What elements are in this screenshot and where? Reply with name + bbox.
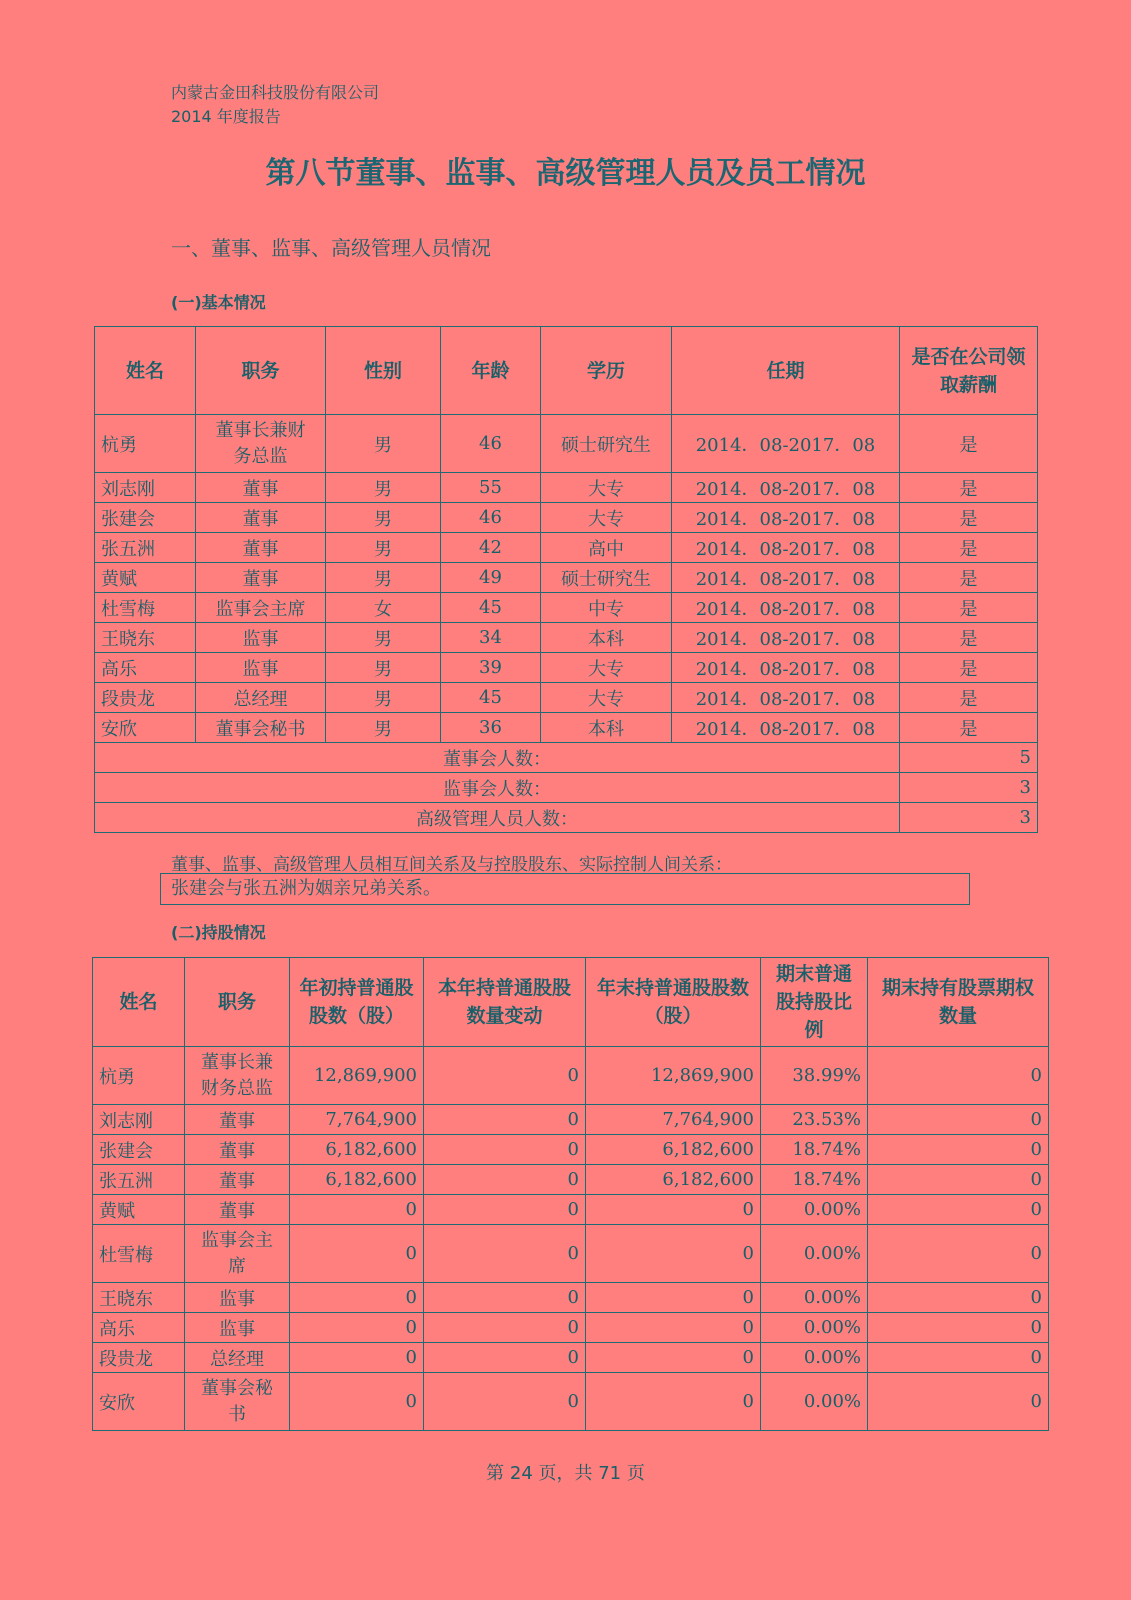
table-cell: 高乐 (93, 1313, 185, 1343)
relation-label: 董事、监事、高级管理人员相互间关系及与控股股东、实际控制人间关系： (171, 855, 732, 875)
table-row (93, 1195, 1049, 1225)
table-row (93, 1343, 1049, 1373)
table-cell: 男 (326, 503, 441, 533)
table-cell: 0 (424, 1135, 586, 1165)
table-cell: 大专 (541, 503, 672, 533)
table-cell: 男 (326, 713, 441, 743)
table-cell: 0 (424, 1313, 586, 1343)
table-cell: 刘志刚 (95, 473, 196, 503)
shareholding-table (92, 957, 1049, 1431)
table-cell: 2014．08-2017．08 (672, 533, 900, 563)
table-cell: 董事 (196, 503, 326, 533)
table-cell: 2014．08-2017．08 (672, 653, 900, 683)
table-cell: 0 (868, 1105, 1049, 1135)
table-cell: 监事 (196, 623, 326, 653)
table-cell: 本科 (541, 713, 672, 743)
table-cell: 男 (326, 683, 441, 713)
table-cell: 49 (441, 563, 541, 593)
table-cell: 是 (900, 415, 1038, 473)
table-cell: 大专 (541, 473, 672, 503)
table-cell: 男 (326, 473, 441, 503)
table-row (93, 1105, 1049, 1135)
table-cell: 女 (326, 593, 441, 623)
table-cell: 董事 (196, 473, 326, 503)
table-cell: 0 (586, 1283, 761, 1313)
table-cell: 杭勇 (95, 415, 196, 473)
table-cell: 3 (900, 803, 1038, 833)
table-cell: 是 (900, 683, 1038, 713)
table-cell: 2014．08-2017．08 (672, 683, 900, 713)
table-cell: 是 (900, 503, 1038, 533)
table-cell: 0 (586, 1195, 761, 1225)
table-cell: 7,764,900 (290, 1105, 424, 1135)
table-cell: 2014．08-2017．08 (672, 623, 900, 653)
table-cell: 黄赋 (95, 563, 196, 593)
table-cell: 董事 (185, 1195, 290, 1225)
header-cell: 姓名 (95, 327, 196, 415)
table-cell: 监事会人数： (95, 773, 900, 803)
table-cell: 0 (424, 1047, 586, 1105)
table-cell: 6,182,600 (586, 1135, 761, 1165)
summary-row (95, 803, 1038, 833)
table-row (95, 683, 1038, 713)
table-cell: 46 (441, 503, 541, 533)
table-cell: 0 (424, 1165, 586, 1195)
table-cell: 总经理 (185, 1343, 290, 1373)
table-cell: 是 (900, 653, 1038, 683)
table-cell: 36 (441, 713, 541, 743)
table-cell: 0.00% (761, 1373, 868, 1431)
table-row (95, 473, 1038, 503)
table-cell: 董事长兼财务总监 (196, 415, 326, 473)
page-footer: 第 24 页，共 71 页 (486, 1463, 645, 1484)
table-cell: 0 (290, 1283, 424, 1313)
table-cell: 0.00% (761, 1195, 868, 1225)
table-cell: 0 (868, 1195, 1049, 1225)
table-cell: 监事 (196, 653, 326, 683)
table-row (95, 415, 1038, 473)
table-cell: 0 (424, 1373, 586, 1431)
table-cell: 0 (424, 1283, 586, 1313)
table-cell: 男 (326, 533, 441, 563)
table-cell: 中专 (541, 593, 672, 623)
table-row (93, 1373, 1049, 1431)
table-cell: 监事 (185, 1283, 290, 1313)
table-cell: 0 (868, 1165, 1049, 1195)
section-heading: 一、董事、监事、高级管理人员情况 (171, 236, 491, 260)
company-name: 内蒙古金田科技股份有限公司 (171, 83, 380, 102)
table-cell: 0 (586, 1313, 761, 1343)
table-cell: 张五洲 (93, 1165, 185, 1195)
table-cell: 0 (290, 1373, 424, 1431)
table-cell: 杭勇 (93, 1047, 185, 1105)
table-cell: 0 (290, 1343, 424, 1373)
page-title: 第八节董事、监事、高级管理人员及员工情况 (265, 156, 866, 191)
table-cell: 45 (441, 683, 541, 713)
table-row (93, 1047, 1049, 1105)
header-cell: 姓名 (93, 958, 185, 1047)
table-cell: 6,182,600 (586, 1165, 761, 1195)
table-cell: 0 (424, 1343, 586, 1373)
table-cell: 0 (290, 1225, 424, 1283)
table-cell: 46 (441, 415, 541, 473)
header-cell: 期末普通股持股比例 (761, 958, 868, 1047)
table-cell: 黄赋 (93, 1195, 185, 1225)
table-cell: 刘志刚 (93, 1105, 185, 1135)
table-cell: 董事长兼财务总监 (185, 1047, 290, 1105)
table-row (93, 1283, 1049, 1313)
table-cell: 0 (290, 1195, 424, 1225)
table-cell: 监事会主席 (185, 1225, 290, 1283)
table-cell: 18.74% (761, 1135, 868, 1165)
table-cell: 0 (586, 1373, 761, 1431)
table-cell: 男 (326, 415, 441, 473)
table-cell: 55 (441, 473, 541, 503)
table-cell: 是 (900, 563, 1038, 593)
table-cell: 杜雪梅 (93, 1225, 185, 1283)
table-row (93, 1225, 1049, 1283)
table-cell: 董事会秘书 (185, 1373, 290, 1431)
table-cell: 0 (424, 1225, 586, 1283)
table-cell: 王晓东 (93, 1283, 185, 1313)
table-cell: 0 (868, 1373, 1049, 1431)
table-cell: 0.00% (761, 1313, 868, 1343)
table-cell: 0.00% (761, 1343, 868, 1373)
table-cell: 0 (868, 1283, 1049, 1313)
table-cell: 监事 (185, 1313, 290, 1343)
table-cell: 董事会人数： (95, 743, 900, 773)
table-row (95, 653, 1038, 683)
table-cell: 高中 (541, 533, 672, 563)
header-cell: 本年持普通股股数量变动 (424, 958, 586, 1047)
header-cell: 是否在公司领取薪酬 (900, 327, 1038, 415)
table-header-row (93, 958, 1049, 1047)
table-cell: 12,869,900 (586, 1047, 761, 1105)
table-cell: 大专 (541, 653, 672, 683)
table-cell: 安欣 (95, 713, 196, 743)
table-cell: 董事 (185, 1105, 290, 1135)
table-cell: 0 (586, 1225, 761, 1283)
basic-info-table (94, 326, 1038, 833)
table-cell: 董事会秘书 (196, 713, 326, 743)
subsection-shareholding: (二)持股情况 (171, 923, 266, 942)
table-cell: 高级管理人员人数： (95, 803, 900, 833)
table-cell: 董事 (185, 1165, 290, 1195)
table-cell: 2014．08-2017．08 (672, 473, 900, 503)
table-cell: 硕士研究生 (541, 415, 672, 473)
relation-text: 张建会与张五洲为姻亲兄弟关系。 (160, 873, 970, 905)
table-cell: 男 (326, 563, 441, 593)
table-cell: 0.00% (761, 1225, 868, 1283)
table-cell: 3 (900, 773, 1038, 803)
table-cell: 2014．08-2017．08 (672, 415, 900, 473)
table-cell: 是 (900, 473, 1038, 503)
table-cell: 段贵龙 (93, 1343, 185, 1373)
header-cell: 年初持普通股股数（股） (290, 958, 424, 1047)
table-cell: 12,869,900 (290, 1047, 424, 1105)
table-cell: 6,182,600 (290, 1165, 424, 1195)
table-cell: 2014．08-2017．08 (672, 503, 900, 533)
table-cell: 0 (868, 1135, 1049, 1165)
header-cell: 学历 (541, 327, 672, 415)
summary-row (95, 743, 1038, 773)
table-row (93, 1135, 1049, 1165)
table-cell: 34 (441, 623, 541, 653)
table-cell: 18.74% (761, 1165, 868, 1195)
table-cell: 38.99% (761, 1047, 868, 1105)
table-cell: 本科 (541, 623, 672, 653)
table-cell: 是 (900, 623, 1038, 653)
table-cell: 0 (868, 1047, 1049, 1105)
header-cell: 任期 (672, 327, 900, 415)
table-cell: 男 (326, 623, 441, 653)
table-cell: 张五洲 (95, 533, 196, 563)
table-cell: 硕士研究生 (541, 563, 672, 593)
table-cell: 监事会主席 (196, 593, 326, 623)
table-cell: 2014．08-2017．08 (672, 563, 900, 593)
table-cell: 0 (868, 1225, 1049, 1283)
table-cell: 0 (868, 1313, 1049, 1343)
table-row (95, 533, 1038, 563)
table-cell: 0 (868, 1343, 1049, 1373)
table-cell: 杜雪梅 (95, 593, 196, 623)
table-cell: 6,182,600 (290, 1135, 424, 1165)
table-cell: 总经理 (196, 683, 326, 713)
table-cell: 是 (900, 713, 1038, 743)
table-cell: 是 (900, 533, 1038, 563)
table-cell: 王晓东 (95, 623, 196, 653)
table-cell: 0 (290, 1313, 424, 1343)
subsection-basic-info: (一)基本情况 (171, 293, 266, 312)
table-cell: 42 (441, 533, 541, 563)
table-row (93, 1165, 1049, 1195)
table-cell: 0 (586, 1343, 761, 1373)
table-row (95, 563, 1038, 593)
table-cell: 2014．08-2017．08 (672, 713, 900, 743)
table-cell: 高乐 (95, 653, 196, 683)
table-cell: 0 (424, 1105, 586, 1135)
table-cell: 安欣 (93, 1373, 185, 1431)
summary-row (95, 773, 1038, 803)
table-cell: 张建会 (93, 1135, 185, 1165)
table-cell: 2014．08-2017．08 (672, 593, 900, 623)
table-row (95, 593, 1038, 623)
table-cell: 23.53% (761, 1105, 868, 1135)
table-cell: 5 (900, 743, 1038, 773)
header-cell: 年龄 (441, 327, 541, 415)
table-cell: 0 (424, 1195, 586, 1225)
header-cell: 期末持有股票期权数量 (868, 958, 1049, 1047)
header-cell: 性别 (326, 327, 441, 415)
table-cell: 39 (441, 653, 541, 683)
table-cell: 张建会 (95, 503, 196, 533)
header-cell: 职务 (196, 327, 326, 415)
report-name: 2014 年度报告 (171, 107, 281, 126)
table-cell: 董事 (196, 533, 326, 563)
table-cell: 段贵龙 (95, 683, 196, 713)
header-cell: 职务 (185, 958, 290, 1047)
header-cell: 年末持普通股股数（股） (586, 958, 761, 1047)
table-cell: 董事 (196, 563, 326, 593)
table-cell: 大专 (541, 683, 672, 713)
table-cell: 董事 (185, 1135, 290, 1165)
table-row (93, 1313, 1049, 1343)
table-row (95, 623, 1038, 653)
table-cell: 男 (326, 653, 441, 683)
table-header-row (95, 327, 1038, 415)
table-row (95, 713, 1038, 743)
table-cell: 是 (900, 593, 1038, 623)
table-cell: 0.00% (761, 1283, 868, 1313)
table-cell: 7,764,900 (586, 1105, 761, 1135)
table-row (95, 503, 1038, 533)
table-cell: 45 (441, 593, 541, 623)
